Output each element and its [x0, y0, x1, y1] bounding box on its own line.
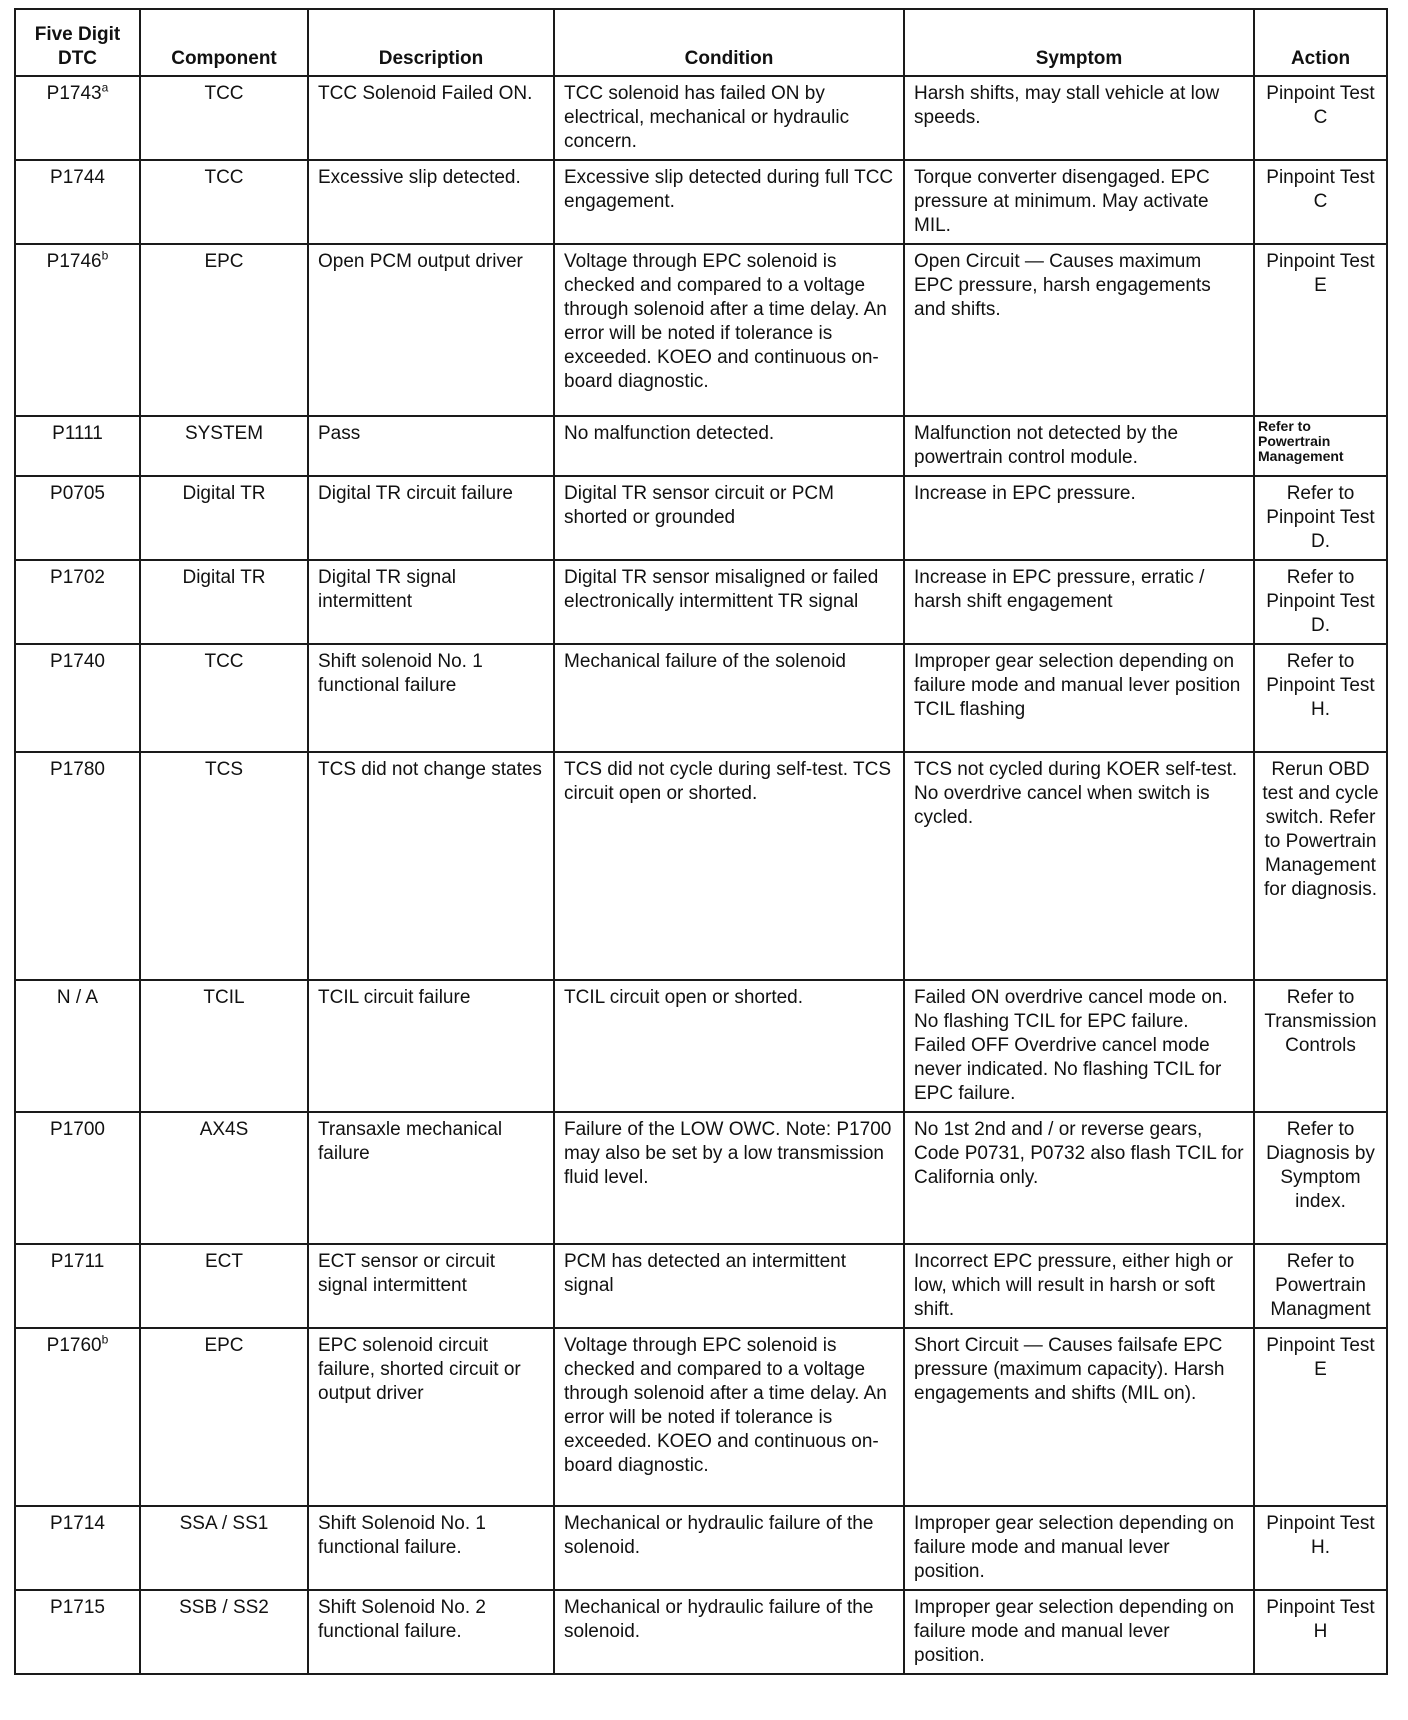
action-cell-text: Pinpoint Test C [1266, 83, 1375, 128]
dtc-cell-text: P1700 [50, 1119, 105, 1140]
description-cell-text: Shift solenoid No. 1 functional failure [318, 651, 483, 696]
component-cell-text: Digital TR [182, 567, 266, 588]
table-row [15, 416, 1387, 476]
symptom-cell-text: TCS not cycled during KOER self-test. No overdrive cancel when switch is cycled. [914, 759, 1238, 828]
dtc-table [14, 8, 1388, 1675]
table-row [15, 1506, 1387, 1590]
dtc-cell [15, 560, 140, 644]
dtc-cell [15, 416, 140, 476]
dtc-cell [15, 644, 140, 752]
action-cell [1254, 980, 1387, 1112]
description-cell-text: TCC Solenoid Failed ON. [318, 83, 533, 104]
table-row [15, 244, 1387, 416]
description-cell-text: Transaxle mechanical failure [318, 1119, 503, 1164]
dtc-cell [15, 1506, 140, 1590]
action-cell-text: Pinpoint Test H [1266, 1597, 1375, 1642]
action-cell-text: Refer to Pinpoint Test D. [1266, 483, 1375, 552]
description-cell-text: Pass [318, 423, 361, 444]
condition-cell [554, 644, 904, 752]
condition-cell-text: Voltage through EPC solenoid is checked and compared to a voltage through solenoid after a time delay. An error will be noted if tolerance is exceeded. KOEO and continuous on-board diagnostic. [564, 251, 887, 392]
dtc-cell-text: P1744 [50, 167, 105, 188]
footnote-marker: a [101, 80, 109, 95]
action-cell-text: Pinpoint Test E [1266, 1335, 1375, 1380]
dtc-cell [15, 160, 140, 244]
description-cell [308, 560, 554, 644]
description-cell [308, 1244, 554, 1328]
description-cell [308, 752, 554, 980]
symptom-cell [904, 1506, 1254, 1590]
action-cell-text: Refer to Diagnosis by Symptom index. [1266, 1119, 1375, 1212]
condition-cell-text: Excessive slip detected during full TCC engagement. [564, 167, 894, 212]
dtc-cell [15, 1112, 140, 1244]
description-cell [308, 980, 554, 1112]
condition-cell-text: TCC solenoid has failed ON by electrical, mechanical or hydraulic concern. [564, 83, 850, 152]
symptom-cell-text: Open Circuit — Causes maximum EPC pressure, harsh engagements and shifts. [914, 251, 1211, 320]
description-cell-text: ECT sensor or circuit signal intermittent [318, 1251, 496, 1296]
description-cell [308, 1112, 554, 1244]
component-cell [140, 1112, 308, 1244]
action-cell-text: Pinpoint Test C [1266, 167, 1375, 212]
component-cell [140, 244, 308, 416]
description-cell [308, 644, 554, 752]
component-cell [140, 980, 308, 1112]
symptom-cell [904, 476, 1254, 560]
symptom-cell-text: Malfunction not detected by the powertrain control module. [914, 423, 1179, 468]
symptom-cell [904, 980, 1254, 1112]
table-row [15, 1244, 1387, 1328]
action-cell [1254, 1112, 1387, 1244]
component-cell [140, 752, 308, 980]
symptom-cell [904, 752, 1254, 980]
table-row [15, 76, 1387, 160]
condition-cell-text: Voltage through EPC solenoid is checked and compared to a voltage through solenoid after a time delay. An error will be noted if tolerance is exceeded. KOEO and continuous on-board diagnostic. [564, 1335, 887, 1476]
symptom-cell [904, 1328, 1254, 1506]
table-row [15, 1590, 1387, 1674]
action-cell [1254, 1506, 1387, 1590]
dtc-cell-text: P1111 [52, 423, 103, 444]
condition-cell-text: No malfunction detected. [564, 423, 775, 444]
action-cell-text: Pinpoint Test H. [1266, 1513, 1375, 1558]
symptom-cell [904, 416, 1254, 476]
symptom-cell-text: Incorrect EPC pressure, either high or low, which will result in harsh or soft shift. [914, 1251, 1233, 1320]
description-cell-text: EPC solenoid circuit failure, shorted circuit or output driver [318, 1335, 521, 1404]
action-cell [1254, 160, 1387, 244]
condition-cell-text: Failure of the LOW OWC. Note: P1700 may also be set by a low transmission fluid level. [564, 1119, 892, 1188]
action-cell [1254, 752, 1387, 980]
symptom-cell [904, 160, 1254, 244]
component-cell [140, 76, 308, 160]
dtc-cell-text: P1780 [50, 759, 105, 780]
condition-cell [554, 416, 904, 476]
component-cell-text: TCC [204, 651, 244, 672]
action-cell-text: Refer to Powertrain Management [1258, 418, 1344, 464]
table-row [15, 752, 1387, 980]
dtc-cell-text: P1740 [50, 651, 105, 672]
header-action: Action [1254, 9, 1387, 76]
component-cell-text: EPC [204, 251, 244, 272]
condition-cell [554, 1590, 904, 1674]
dtc-cell [15, 980, 140, 1112]
condition-cell [554, 752, 904, 980]
symptom-cell-text: Increase in EPC pressure. [914, 483, 1136, 504]
symptom-cell-text: Failed ON overdrive cancel mode on. No flashing TCIL for EPC failure. Failed OFF Overdrive cancel mode never indicated. No flashing TCIL for EPC failure. [914, 987, 1228, 1104]
description-cell [308, 1590, 554, 1674]
description-cell-text: TCS did not change states [318, 759, 542, 780]
description-cell [308, 1328, 554, 1506]
header-condition: Condition [554, 9, 904, 76]
action-cell-text: Refer to Transmission Controls [1264, 987, 1377, 1056]
component-cell-text: SSA / SS1 [179, 1513, 269, 1534]
description-cell-text: Shift Solenoid No. 2 functional failure. [318, 1597, 486, 1642]
component-cell [140, 160, 308, 244]
symptom-cell [904, 244, 1254, 416]
header-description: Description [308, 9, 554, 76]
condition-cell [554, 244, 904, 416]
dtc-cell-text: P1743 [46, 83, 102, 104]
table-row [15, 644, 1387, 752]
symptom-cell-text: Increase in EPC pressure, erratic / harsh shift engagement [914, 567, 1205, 612]
description-cell [308, 244, 554, 416]
component-cell [140, 1590, 308, 1674]
dtc-cell-text: P1760 [46, 1335, 102, 1356]
component-cell [140, 560, 308, 644]
component-cell [140, 416, 308, 476]
table-row [15, 980, 1387, 1112]
component-cell-text: TCC [204, 167, 244, 188]
condition-cell [554, 1328, 904, 1506]
dtc-cell [15, 76, 140, 160]
description-cell [308, 476, 554, 560]
symptom-cell [904, 1112, 1254, 1244]
symptom-cell-text: Torque converter disengaged. EPC pressure at minimum. May activate MIL. [914, 167, 1210, 236]
header-component: Component [140, 9, 308, 76]
footnote-marker: b [101, 248, 109, 263]
dtc-cell [15, 476, 140, 560]
dtc-cell [15, 752, 140, 980]
description-cell-text: Shift Solenoid No. 1 functional failure. [318, 1513, 486, 1558]
component-cell-text: AX4S [199, 1119, 249, 1140]
component-cell-text: EPC [204, 1335, 244, 1356]
condition-cell-text: Mechanical or hydraulic failure of the solenoid. [564, 1513, 874, 1558]
condition-cell [554, 980, 904, 1112]
component-cell-text: TCC [204, 83, 244, 104]
table-header-row [15, 9, 1387, 76]
component-cell [140, 1506, 308, 1590]
table-row [15, 160, 1387, 244]
symptom-cell [904, 560, 1254, 644]
condition-cell-text: Mechanical or hydraulic failure of the solenoid. [564, 1597, 874, 1642]
component-cell-text: SYSTEM [184, 423, 264, 444]
symptom-cell [904, 1244, 1254, 1328]
action-cell-text: Rerun OBD test and cycle switch. Refer to Powertrain Management for diagnosis. [1262, 759, 1379, 900]
description-cell-text: Digital TR circuit failure [318, 483, 513, 504]
action-cell [1254, 560, 1387, 644]
component-cell-text: ECT [205, 1251, 243, 1272]
condition-cell [554, 560, 904, 644]
condition-cell [554, 1244, 904, 1328]
action-cell-text: Pinpoint Test E [1266, 251, 1375, 296]
footnote-marker: b [101, 1332, 109, 1347]
description-cell-text: TCIL circuit failure [318, 987, 471, 1008]
component-cell-text: SSB / SS2 [179, 1597, 269, 1618]
description-cell-text: Digital TR signal intermittent [318, 567, 456, 612]
component-cell-text: Digital TR [182, 483, 266, 504]
dtc-cell [15, 1244, 140, 1328]
description-cell-text: Excessive slip detected. [318, 167, 521, 188]
dtc-cell [15, 244, 140, 416]
dtc-cell-text: P0705 [50, 483, 105, 504]
component-cell [140, 476, 308, 560]
header-dtc: Five Digit DTC [15, 9, 140, 76]
action-cell [1254, 416, 1387, 476]
symptom-cell [904, 644, 1254, 752]
action-cell [1254, 1328, 1387, 1506]
condition-cell-text: PCM has detected an intermittent signal [564, 1251, 846, 1296]
table-row [15, 1112, 1387, 1244]
dtc-cell-text: N / A [56, 987, 99, 1008]
condition-cell [554, 1112, 904, 1244]
action-cell-text: Refer to Powertrain Managment [1270, 1251, 1371, 1320]
condition-cell [554, 476, 904, 560]
dtc-cell-text: P1702 [50, 567, 105, 588]
description-cell [308, 416, 554, 476]
symptom-cell-text: Improper gear selection depending on failure mode and manual lever position TCIL flashing [914, 651, 1241, 720]
dtc-cell-text: P1711 [50, 1251, 105, 1272]
action-cell [1254, 1244, 1387, 1328]
condition-cell-text: Digital TR sensor misaligned or failed electronically intermittent TR signal [564, 567, 879, 612]
action-cell [1254, 244, 1387, 416]
symptom-cell-text: Improper gear selection depending on failure mode and manual lever position. [914, 1513, 1235, 1582]
description-cell [308, 160, 554, 244]
description-cell [308, 76, 554, 160]
table-row [15, 1328, 1387, 1506]
component-cell-text: TCIL [203, 987, 245, 1008]
action-cell-text: Refer to Pinpoint Test H. [1266, 651, 1375, 720]
condition-cell [554, 76, 904, 160]
component-cell [140, 644, 308, 752]
condition-cell-text: TCS did not cycle during self-test. TCS circuit open or shorted. [564, 759, 891, 804]
condition-cell-text: Mechanical failure of the solenoid [564, 651, 847, 672]
description-cell [308, 1506, 554, 1590]
dtc-cell-text: P1715 [50, 1597, 105, 1618]
dtc-cell [15, 1590, 140, 1674]
symptom-cell [904, 76, 1254, 160]
component-cell [140, 1244, 308, 1328]
action-cell [1254, 476, 1387, 560]
action-cell [1254, 644, 1387, 752]
dtc-cell [15, 1328, 140, 1506]
action-cell-text: Refer to Pinpoint Test D. [1266, 567, 1375, 636]
symptom-cell-text: Harsh shifts, may stall vehicle at low speeds. [914, 83, 1220, 128]
condition-cell-text: TCIL circuit open or shorted. [564, 987, 804, 1008]
table-row [15, 476, 1387, 560]
symptom-cell-text: No 1st 2nd and / or reverse gears, Code P0731, P0732 also flash TCIL for California only. [914, 1119, 1244, 1188]
dtc-cell-text: P1714 [50, 1513, 105, 1534]
symptom-cell-text: Short Circuit — Causes failsafe EPC pressure (maximum capacity). Harsh engagements and shifts (MIL on). [914, 1335, 1225, 1404]
condition-cell [554, 160, 904, 244]
description-cell-text: Open PCM output driver [318, 251, 523, 272]
symptom-cell [904, 1590, 1254, 1674]
header-symptom: Symptom [904, 9, 1254, 76]
symptom-cell-text: Improper gear selection depending on failure mode and manual lever position. [914, 1597, 1235, 1666]
table-row [15, 560, 1387, 644]
action-cell [1254, 76, 1387, 160]
component-cell [140, 1328, 308, 1506]
dtc-cell-text: P1746 [46, 251, 102, 272]
condition-cell-text: Digital TR sensor circuit or PCM shorted or grounded [564, 483, 834, 528]
action-cell [1254, 1590, 1387, 1674]
component-cell-text: TCS [205, 759, 243, 780]
condition-cell [554, 1506, 904, 1590]
